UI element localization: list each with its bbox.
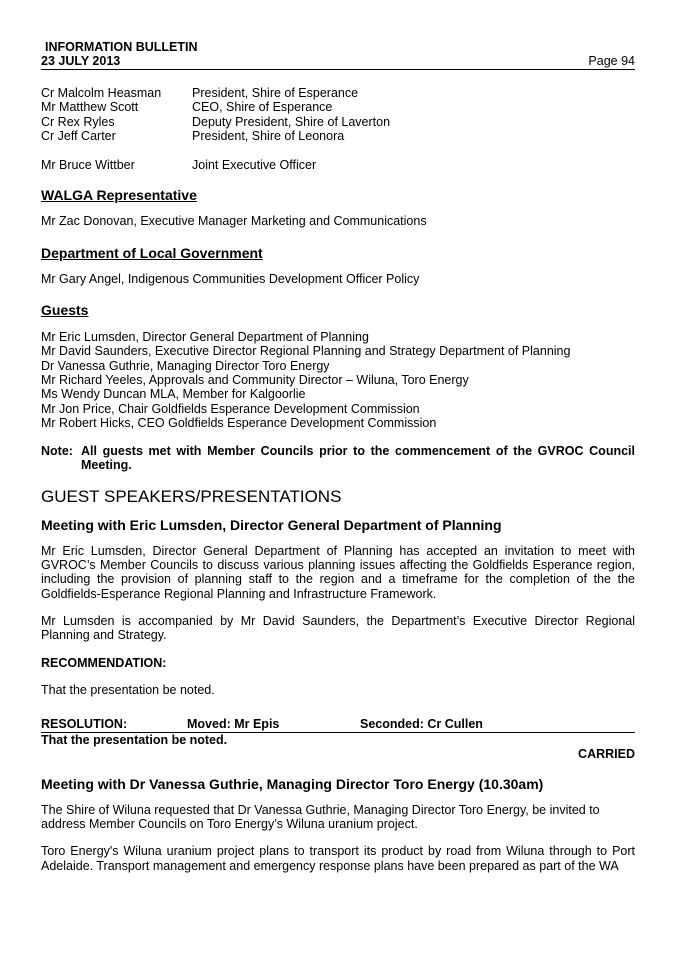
guest-item: Mr David Saunders, Executive Director Regional Planning and Strategy Department of Planning — [41, 344, 571, 359]
guest-item: Mr Richard Yeeles, Approvals and Community Director – Wiluna, Toro Energy — [41, 372, 469, 387]
attendee-name: Mr Matthew Scott — [41, 100, 139, 115]
attendee-role: President, Shire of Leonora — [192, 128, 345, 143]
guest-item: Dr Vanessa Guthrie, Managing Director Toro Energy — [41, 358, 330, 373]
attendee-name: Cr Jeff Carter — [41, 128, 116, 143]
resolution-text: That the presentation be noted. — [41, 733, 228, 748]
page-header — [41, 40, 635, 70]
seconded-by: Seconded: Cr Cullen — [360, 717, 483, 732]
note-text: All guests met with Member Councils prior to the commencement of the GVROC Council Meeting. — [81, 444, 635, 473]
dlg-heading: Department of Local Government — [41, 244, 263, 261]
walga-heading: WALGA Representative — [41, 187, 197, 204]
officer-row — [41, 158, 635, 172]
bulletin-date: 23 JULY 2013 — [41, 54, 121, 68]
attendee-name: Cr Malcolm Heasman — [41, 86, 162, 100]
meeting1-para1: Mr Eric Lumsden, Director General Department of Planning has accepted an invitation to meet with GVROC’s Member Councils to discuss various planning issues affecting the Goldfields Esperance region, including the provision of planning staff to the region and a timeframe for the completion of the the Goldfields-Esperance Regional Planning and Infrastructure Framework. — [41, 543, 635, 601]
resolution-row — [41, 717, 635, 733]
attendee-row — [41, 100, 635, 114]
attendee-role: Deputy President, Shire of Laverton — [192, 114, 391, 129]
meeting2-para1: The Shire of Wiluna requested that Dr Vanessa Guthrie, Managing Director Toro Energy, be invited to address Member Councils on Toro Energy’s Wiluna uranium project. — [41, 802, 600, 832]
attendee-list — [41, 86, 635, 143]
guest-item: Mr Jon Price, Chair Goldfields Esperance Development Commission — [41, 401, 420, 416]
meeting1-para2: Mr Lumsden is accompanied by Mr David Saunders, the Department’s Executive Director Regional Planning and Strategy. — [41, 613, 635, 643]
note-label: Note: — [41, 444, 73, 459]
moved-by: Moved: Mr Epis — [187, 717, 280, 732]
guest-item: Mr Robert Hicks, CEO Goldfields Esperance Development Commission — [41, 415, 437, 430]
note — [41, 444, 635, 473]
attendee-role: President, Shire of Esperance — [192, 86, 359, 100]
guests-heading: Guests — [41, 302, 89, 319]
attendee-row — [41, 129, 635, 143]
carried-label: CARRIED — [578, 747, 635, 762]
attendee-row — [41, 86, 635, 100]
attendee-row — [41, 115, 635, 129]
meeting2-para2: Toro Energy's Wiluna uranium project plans to transport its product by road from Wiluna through to Port Adelaide. Transport management and emergency response plans have been prepared as part of the WA — [41, 844, 635, 873]
section-title: GUEST SPEAKERS/PRESENTATIONS — [41, 486, 342, 506]
recommendation-text: That the presentation be noted. — [41, 682, 215, 697]
bulletin-title: INFORMATION BULLETIN — [45, 40, 198, 54]
recommendation-heading: RECOMMENDATION: — [41, 655, 167, 670]
meeting1-heading: Meeting with Eric Lumsden, Director General Department of Planning — [41, 516, 502, 533]
guest-list — [41, 330, 635, 430]
attendee-name: Cr Rex Ryles — [41, 114, 115, 129]
attendee-role: CEO, Shire of Esperance — [192, 100, 333, 115]
guest-item: Ms Wendy Duncan MLA, Member for Kalgoorlie — [41, 387, 306, 402]
officer-role: Joint Executive Officer — [192, 158, 317, 173]
header-row — [41, 54, 635, 70]
officer-name: Mr Bruce Wittber — [41, 158, 135, 173]
guest-item: Mr Eric Lumsden, Director General Department of Planning — [41, 330, 369, 345]
dlg-text: Mr Gary Angel, Indigenous Communities Development Officer Policy — [41, 271, 420, 286]
meeting2-heading: Meeting with Dr Vanessa Guthrie, Managing Director Toro Energy (10.30am) — [41, 775, 544, 792]
page-number: Page 94 — [588, 54, 635, 68]
resolution-label: RESOLUTION: — [41, 717, 128, 732]
walga-text: Mr Zac Donovan, Executive Manager Marketing and Communications — [41, 214, 427, 229]
document-body — [41, 86, 635, 873]
